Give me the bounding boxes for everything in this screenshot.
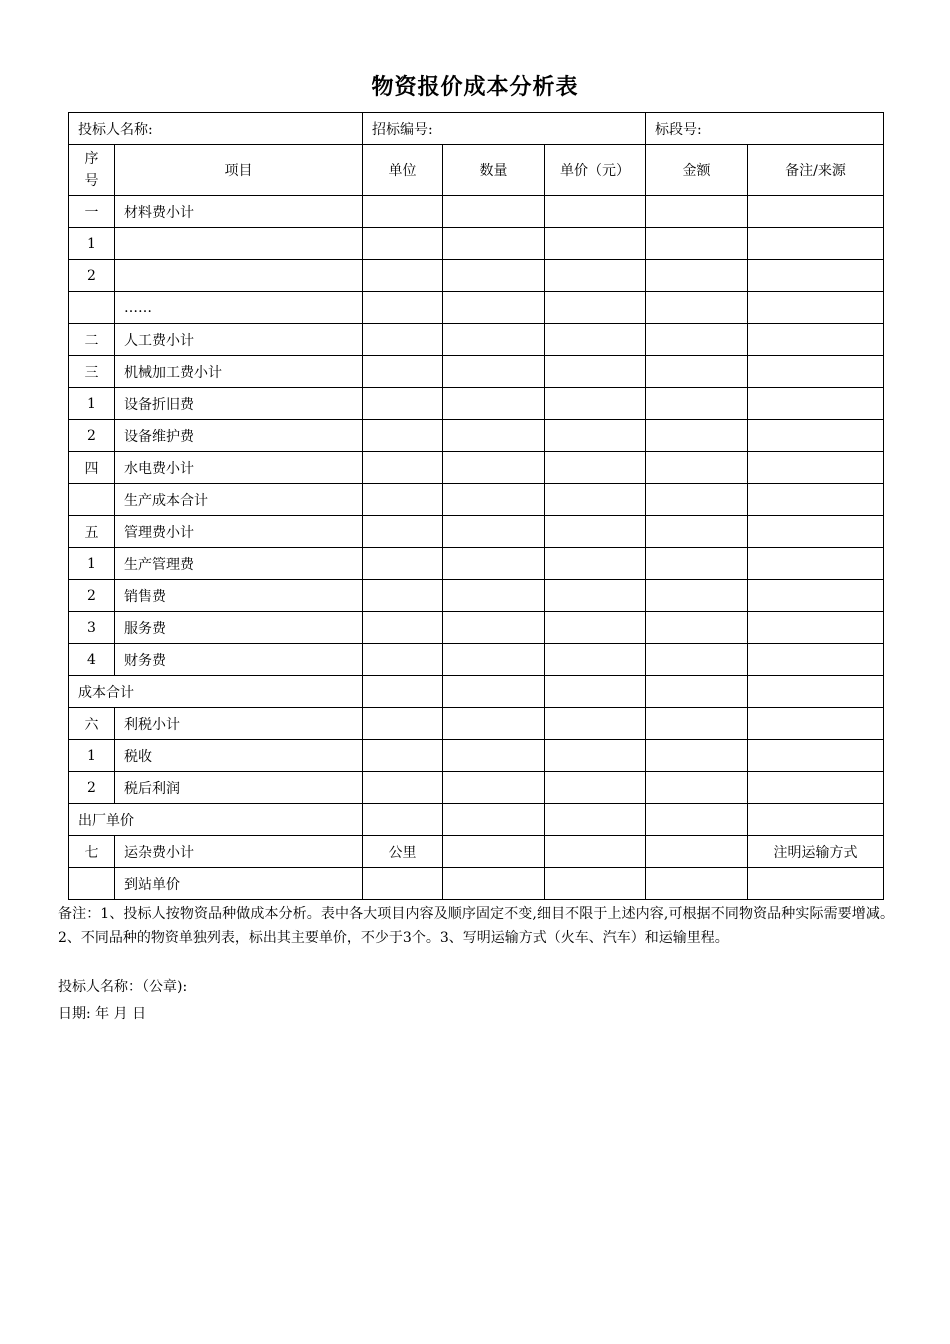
row-unit — [363, 324, 443, 356]
row-amount — [646, 836, 748, 868]
row-unit — [363, 388, 443, 420]
row-seq: 1 — [69, 740, 115, 772]
row-unit-price — [545, 708, 646, 740]
row-unit-price — [545, 228, 646, 260]
info-row — [69, 113, 884, 145]
table-row — [69, 324, 884, 356]
row-item — [115, 260, 363, 292]
bidder-name-field: 投标人名称: — [69, 113, 363, 145]
table-row — [69, 228, 884, 260]
row-unit — [363, 516, 443, 548]
row-remark — [748, 580, 884, 612]
row-amount — [646, 452, 748, 484]
row-item: 税收 — [115, 740, 363, 772]
table-row — [69, 516, 884, 548]
table-row — [69, 452, 884, 484]
row-quantity — [443, 772, 545, 804]
row-remark: 注明运输方式 — [748, 836, 884, 868]
row-amount — [646, 644, 748, 676]
row-seq: 一 — [69, 196, 115, 228]
row-unit-price — [545, 612, 646, 644]
row-seq: 五 — [69, 516, 115, 548]
row-quantity — [443, 804, 545, 836]
row-unit — [363, 580, 443, 612]
row-unit-price — [545, 356, 646, 388]
row-remark — [748, 292, 884, 324]
row-seq: 2 — [69, 772, 115, 804]
row-quantity — [443, 228, 545, 260]
row-quantity — [443, 580, 545, 612]
row-remark — [748, 260, 884, 292]
document-title: 物资报价成本分析表 — [371, 75, 579, 100]
row-unit — [363, 260, 443, 292]
row-amount — [646, 388, 748, 420]
row-amount — [646, 772, 748, 804]
row-unit-price — [545, 388, 646, 420]
row-item: …… — [115, 292, 363, 324]
table-row — [69, 612, 884, 644]
row-remark — [748, 484, 884, 516]
row-amount — [646, 484, 748, 516]
row-remark — [748, 644, 884, 676]
row-remark — [748, 516, 884, 548]
table-row — [69, 804, 884, 836]
row-unit-price — [545, 772, 646, 804]
row-unit-price — [545, 196, 646, 228]
table-row — [69, 388, 884, 420]
row-seq: 2 — [69, 420, 115, 452]
row-remark — [748, 612, 884, 644]
row-quantity — [443, 388, 545, 420]
header-remark: 备注/来源 — [748, 145, 884, 196]
row-unit — [363, 612, 443, 644]
row-quantity — [443, 836, 545, 868]
row-seq: 六 — [69, 708, 115, 740]
table-row — [69, 292, 884, 324]
row-quantity — [443, 676, 545, 708]
row-amount — [646, 228, 748, 260]
row-quantity — [443, 644, 545, 676]
row-unit-price — [545, 452, 646, 484]
row-remark — [748, 772, 884, 804]
row-label: 成本合计 — [69, 676, 363, 708]
row-quantity — [443, 260, 545, 292]
row-quantity — [443, 420, 545, 452]
header-unit: 单位 — [363, 145, 443, 196]
row-amount — [646, 516, 748, 548]
row-item: 税后利润 — [115, 772, 363, 804]
row-unit-price — [545, 740, 646, 772]
row-amount — [646, 708, 748, 740]
row-unit-price — [545, 260, 646, 292]
row-unit-price — [545, 292, 646, 324]
header-seq — [69, 145, 115, 196]
row-item: 利税小计 — [115, 708, 363, 740]
row-unit — [363, 804, 443, 836]
row-quantity — [443, 868, 545, 900]
row-unit-price — [545, 420, 646, 452]
row-unit — [363, 772, 443, 804]
row-unit — [363, 452, 443, 484]
row-item: 管理费小计 — [115, 516, 363, 548]
row-amount — [646, 868, 748, 900]
row-seq — [69, 868, 115, 900]
row-amount — [646, 740, 748, 772]
row-quantity — [443, 740, 545, 772]
row-item: 设备折旧费 — [115, 388, 363, 420]
table-row — [69, 356, 884, 388]
row-item: 生产成本合计 — [115, 484, 363, 516]
row-unit-price — [545, 324, 646, 356]
header-item: 项目 — [115, 145, 363, 196]
row-amount — [646, 292, 748, 324]
table-row — [69, 420, 884, 452]
row-remark — [748, 804, 884, 836]
row-amount — [646, 612, 748, 644]
row-quantity — [443, 452, 545, 484]
row-remark — [748, 388, 884, 420]
row-quantity — [443, 292, 545, 324]
row-remark — [748, 868, 884, 900]
row-amount — [646, 324, 748, 356]
row-seq: 1 — [69, 388, 115, 420]
row-seq: 2 — [69, 580, 115, 612]
row-remark — [748, 708, 884, 740]
row-unit-price — [545, 836, 646, 868]
row-seq: 1 — [69, 228, 115, 260]
row-unit-price — [545, 484, 646, 516]
row-seq — [69, 484, 115, 516]
row-item: 销售费 — [115, 580, 363, 612]
header-unit-price: 单价（元） — [545, 145, 646, 196]
row-item: 设备维护费 — [115, 420, 363, 452]
row-unit — [363, 676, 443, 708]
row-item: 服务费 — [115, 612, 363, 644]
row-quantity — [443, 548, 545, 580]
bidder-seal-line: 投标人名称：（公章): — [58, 979, 188, 995]
row-quantity — [443, 324, 545, 356]
row-quantity — [443, 356, 545, 388]
row-seq: 四 — [69, 452, 115, 484]
row-unit-price — [545, 580, 646, 612]
tender-number-field: 招标编号: — [363, 113, 646, 145]
header-amount: 金额 — [646, 145, 748, 196]
row-item: 材料费小计 — [115, 196, 363, 228]
header-seq-char: 序 — [84, 151, 99, 167]
table-row — [69, 548, 884, 580]
row-item: 机械加工费小计 — [115, 356, 363, 388]
row-remark — [748, 740, 884, 772]
row-unit — [363, 196, 443, 228]
row-remark — [748, 420, 884, 452]
table-row — [69, 836, 884, 868]
table-row — [69, 740, 884, 772]
table-row — [69, 484, 884, 516]
table-row — [69, 260, 884, 292]
row-remark — [748, 324, 884, 356]
table-row — [69, 196, 884, 228]
table-row — [69, 708, 884, 740]
row-item: 运杂费小计 — [115, 836, 363, 868]
row-unit — [363, 740, 443, 772]
row-unit-price — [545, 516, 646, 548]
row-amount — [646, 580, 748, 612]
table-row — [69, 644, 884, 676]
row-item: 到站单价 — [115, 868, 363, 900]
row-seq: 三 — [69, 356, 115, 388]
row-unit-price — [545, 644, 646, 676]
row-amount — [646, 676, 748, 708]
row-unit: 公里 — [363, 836, 443, 868]
row-seq: 二 — [69, 324, 115, 356]
row-unit — [363, 420, 443, 452]
row-amount — [646, 196, 748, 228]
row-unit-price — [545, 548, 646, 580]
row-item: 财务费 — [115, 644, 363, 676]
row-remark — [748, 196, 884, 228]
row-unit — [363, 356, 443, 388]
row-unit — [363, 708, 443, 740]
row-seq: 4 — [69, 644, 115, 676]
table-row — [69, 676, 884, 708]
row-quantity — [443, 484, 545, 516]
row-amount — [646, 356, 748, 388]
row-quantity — [443, 196, 545, 228]
row-seq: 1 — [69, 548, 115, 580]
table-row — [69, 772, 884, 804]
notes-paragraph: 备注：1、投标人按物资品种做成本分析。表中各大项目内容及顺序固定不变,细目不限于上述内容,可根据不同物资品种实际需要增减。2、不同品种的物资单独列表，标出其主要单价，不少于3个。3、写明运输方式（火车、汽车）和运输里程。 — [58, 906, 894, 946]
row-quantity — [443, 612, 545, 644]
row-unit-price — [545, 804, 646, 836]
row-amount — [646, 804, 748, 836]
row-unit — [363, 548, 443, 580]
row-unit-price — [545, 868, 646, 900]
lot-number-field: 标段号: — [646, 113, 884, 145]
row-seq — [69, 292, 115, 324]
row-item: 水电费小计 — [115, 452, 363, 484]
row-item: 生产管理费 — [115, 548, 363, 580]
header-quantity: 数量 — [443, 145, 545, 196]
row-quantity — [443, 708, 545, 740]
table-row — [69, 868, 884, 900]
row-unit — [363, 292, 443, 324]
cost-analysis-table — [68, 112, 884, 900]
date-line: 日期: 年 月 日 — [58, 1006, 147, 1022]
header-seq-char: 号 — [84, 173, 99, 189]
row-unit — [363, 484, 443, 516]
row-unit-price — [545, 676, 646, 708]
row-amount — [646, 260, 748, 292]
row-amount — [646, 420, 748, 452]
row-item: 人工费小计 — [115, 324, 363, 356]
row-seq: 七 — [69, 836, 115, 868]
row-unit — [363, 868, 443, 900]
row-remark — [748, 676, 884, 708]
row-remark — [748, 356, 884, 388]
row-seq: 3 — [69, 612, 115, 644]
row-quantity — [443, 516, 545, 548]
row-label: 出厂单价 — [69, 804, 363, 836]
header-row — [69, 145, 884, 196]
row-remark — [748, 452, 884, 484]
row-remark — [748, 548, 884, 580]
table-row — [69, 580, 884, 612]
row-item — [115, 228, 363, 260]
row-unit — [363, 644, 443, 676]
row-remark — [748, 228, 884, 260]
row-amount — [646, 548, 748, 580]
row-seq: 2 — [69, 260, 115, 292]
row-unit — [363, 228, 443, 260]
